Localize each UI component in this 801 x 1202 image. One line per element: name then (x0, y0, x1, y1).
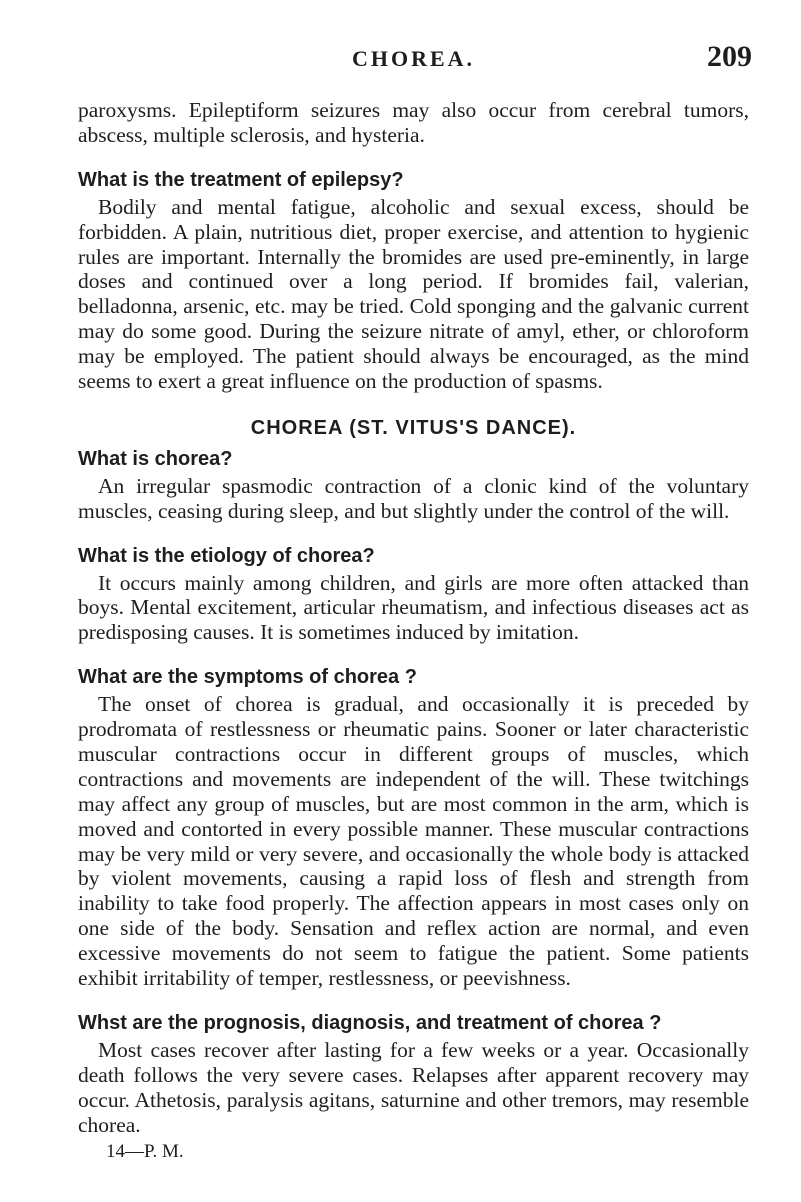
section-heading: CHOREA (ST. VITUS'S DANCE). (250, 416, 577, 439)
body-text (78, 98, 749, 1164)
answer-etiology: It occurs mainly among children, and girls are more often attacked than boys. Mental excitement, articular rheumatism, and infectious diseases act as predisposing causes. It is sometimes induced by imitation. (78, 570, 749, 645)
continued-paragraph: paroxysms. Epileptiform seizures may also occur from cerebral tumors, abscess, multiple sclerosis, and hysteria. (78, 98, 749, 147)
question-treatment-epilepsy: What is the treatment of epilepsy? (78, 168, 404, 191)
answer-prognosis: Most cases recover after lasting for a few weeks or a year. Occasionally death follows the very severe cases. Relapses after apparent recovery may occur. Athetosis, paralysis agitans, saturnine and other tremors, may resemble chorea. (78, 1037, 749, 1137)
answer-treatment-epilepsy: Bodily and mental fatigue, alcoholic and sexual excess, should be forbidden. A plain, nutritious diet, proper exercise, and attention to hygienic rules are important. Internally the bromides are used pre-eminently, in large doses and continued over a long period. If bromides fail, valerian, belladonna, arsenic, etc. may be tried. Cold sponging and the galvanic current may do some good. During the seizure nitrate of amyl, ether, or chloroform may be employed. The patient should always be encouraged, as the mind seems to exert a great influence on the production of spasms. (78, 194, 749, 394)
running-title: CHOREA. (352, 46, 476, 71)
question-etiology: What is the etiology of chorea? (78, 544, 375, 567)
answer-what-is-chorea: An irregular spasmodic contraction of a clonic kind of the voluntary muscles, ceasing during sleep, and but slightly under the control of the will. (78, 473, 749, 523)
question-what-is-chorea: What is chorea? (78, 447, 233, 470)
answer-symptoms: The onset of chorea is gradual, and occasionally it is preceded by prodromata of restlessness or rheumatic pains. Sooner or later characteristic muscular contractions occur in different groups of muscles, which contractions and movements are independent of the will. These twitchings may affect any group of muscles, but are most common in the arm, which is moved and contorted in every possible manner. These muscular contractions may be very mild or very severe, and occasionally the whole body is attacked by violent movements, causing a rapid loss of flesh and strength from inability to take food properly. The affection appears in most cases only on one side of the body. Sensation and reflex action are normal, and even excessive movements do not seem to fatigue the patient. Some patients exhibit irritability of temper, restlessness, or peevishness. (78, 692, 749, 991)
running-head (352, 40, 752, 74)
question-prognosis: Whst are the prognosis, diagnosis, and treatment of chorea ? (78, 1012, 662, 1034)
signature-mark: 14—P. M. (106, 1140, 184, 1162)
page-number: 209 (707, 40, 752, 73)
question-symptoms: What are the symptoms of chorea ? (78, 666, 417, 689)
